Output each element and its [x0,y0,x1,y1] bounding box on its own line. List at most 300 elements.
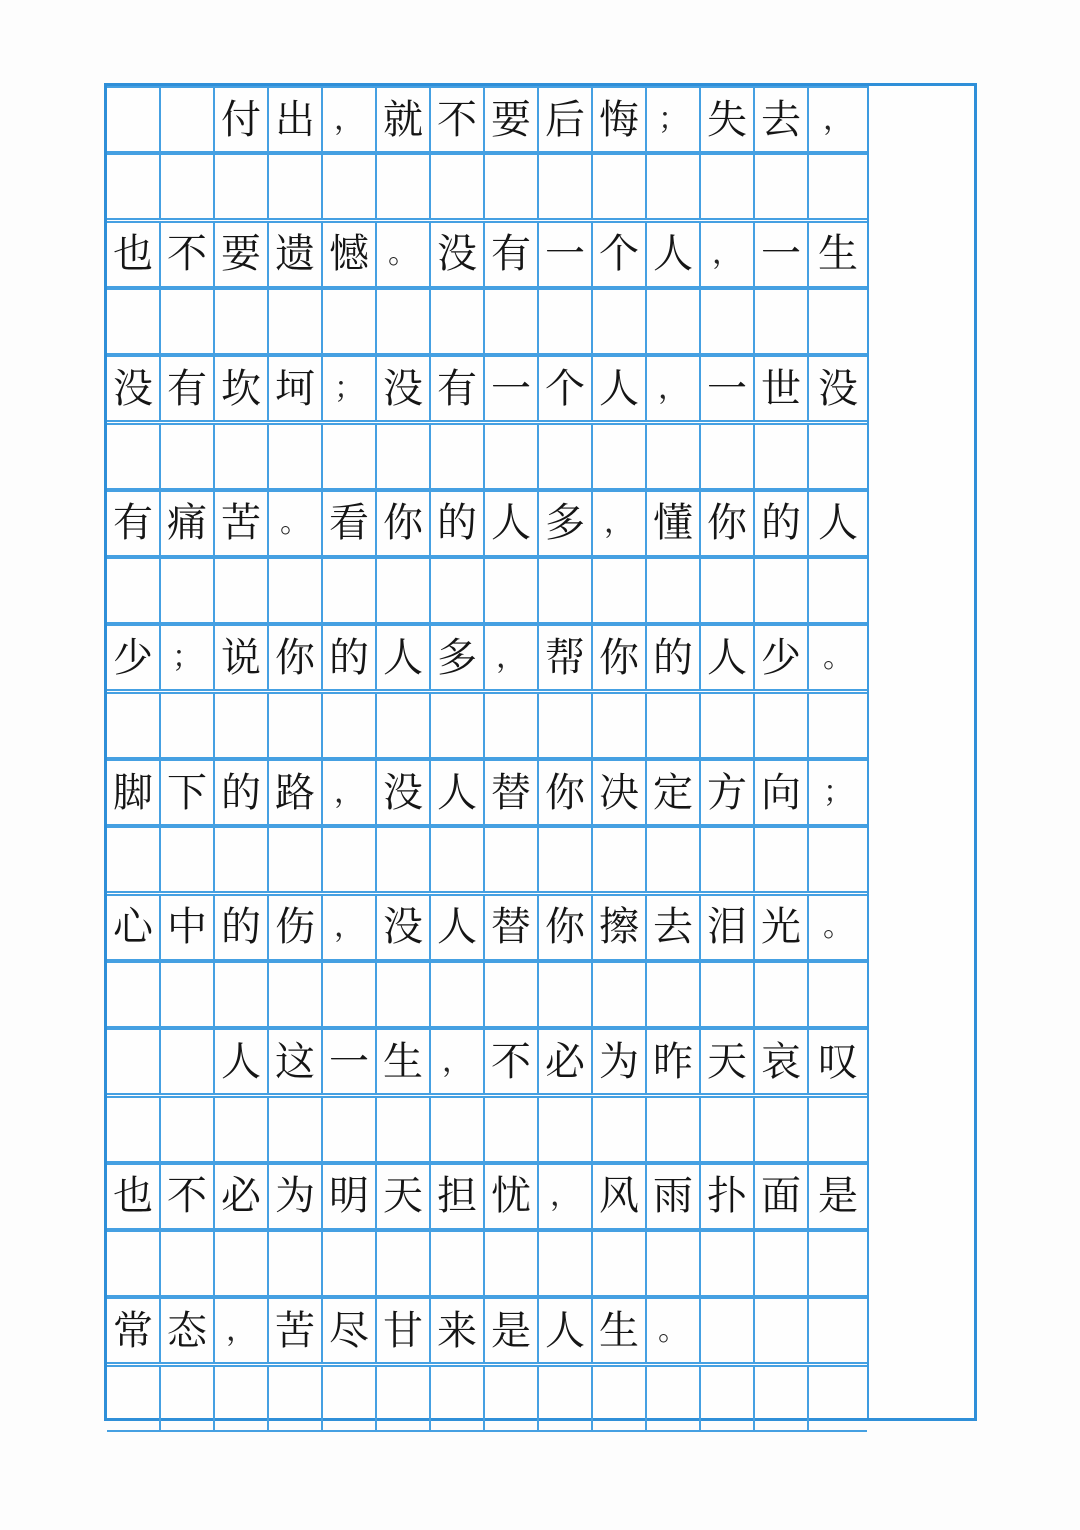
blank-cell [647,559,701,622]
blank-cell [377,963,431,1026]
blank-cell [269,694,323,757]
character-cell [701,1299,755,1362]
character-cell: 没 [377,357,431,420]
blank-cell [593,828,647,891]
character-cell: 忧 [485,1165,539,1228]
character-cell: 有 [161,357,215,420]
character-cell: 一 [485,357,539,420]
blank-cell [377,828,431,891]
character-cell: 明 [323,1165,377,1228]
character-cell: 泪 [701,896,755,959]
character-cell: 天 [377,1165,431,1228]
character-cell: ； [823,774,853,810]
blank-cell [269,425,323,488]
blank-cell [809,1232,867,1295]
character-cell: 不 [161,1165,215,1228]
blank-cell [647,1098,701,1161]
character-cell: 世 [755,357,809,420]
character-cell: 你 [269,626,323,689]
character-cell: 。 [823,639,853,675]
blank-cell [647,828,701,891]
character-cell [809,1299,867,1362]
character-cell: 的 [323,626,377,689]
blank-cell [701,425,755,488]
character-cell: 面 [755,1165,809,1228]
blank-cell [431,155,485,218]
blank-cell [377,425,431,488]
character-cell: 人 [485,492,539,555]
character-cell: 擦 [593,896,647,959]
blank-cell [215,694,269,757]
blank-cell [269,559,323,622]
text-row [107,1297,867,1364]
character-cell: 是 [485,1299,539,1362]
blank-cell [161,290,215,353]
character-cell: 一 [701,357,755,420]
character-cell: 下 [161,761,215,824]
character-cell: 悔 [593,88,647,151]
blank-cell [323,1232,377,1295]
blank-cell [215,963,269,1026]
character-cell: 人 [647,223,701,286]
blank-cell [701,155,755,218]
character-cell: 人 [539,1299,593,1362]
character-grid [107,86,867,1418]
character-cell: 定 [647,761,701,824]
character-cell [161,88,215,151]
blank-cell [755,290,809,353]
blank-practice-row [107,692,867,759]
blank-cell [161,155,215,218]
character-cell: 没 [377,896,431,959]
character-cell: 的 [431,492,485,555]
character-cell: 你 [539,896,593,959]
character-cell: 路 [269,761,323,824]
blank-cell [323,1098,377,1161]
blank-cell [377,290,431,353]
character-cell: ， [431,1030,485,1093]
blank-cell [377,1232,431,1295]
blank-cell [161,1232,215,1295]
blank-cell [431,1098,485,1161]
character-cell: ， [485,626,539,689]
blank-cell [701,963,755,1026]
blank-cell [539,963,593,1026]
character-cell: 态 [161,1299,215,1362]
character-cell: 不 [485,1030,539,1093]
character-cell: 没 [431,223,485,286]
blank-practice-row [107,1230,867,1297]
writing-paper [104,83,977,1421]
blank-cell [701,1098,755,1161]
blank-cell [107,155,161,218]
character-cell: ， [647,357,701,420]
blank-cell [809,1098,867,1161]
blank-cell [215,155,269,218]
character-cell: 必 [539,1030,593,1093]
blank-cell [323,290,377,353]
blank-cell [215,425,269,488]
character-cell: 不 [161,223,215,286]
blank-cell [809,1367,867,1430]
blank-cell [161,559,215,622]
character-cell: 人 [701,626,755,689]
blank-cell [323,559,377,622]
blank-cell [647,694,701,757]
blank-cell [215,1232,269,1295]
character-cell: 没 [107,357,161,420]
blank-cell [593,290,647,353]
character-cell: 人 [593,357,647,420]
blank-cell [431,425,485,488]
blank-cell [701,1232,755,1295]
blank-cell [215,828,269,891]
character-cell [107,88,161,151]
text-row [107,894,867,961]
blank-cell [107,290,161,353]
character-cell: 天 [701,1030,755,1093]
blank-cell [161,828,215,891]
blank-cell [269,155,323,218]
blank-cell [431,1232,485,1295]
character-cell: 多 [431,626,485,689]
blank-cell [809,559,867,622]
blank-cell [809,290,867,353]
blank-cell [107,425,161,488]
blank-cell [161,963,215,1026]
character-cell: ， [215,1299,269,1362]
blank-cell [107,828,161,891]
character-cell: 一 [539,223,593,286]
blank-cell [323,155,377,218]
blank-cell [755,155,809,218]
blank-cell [377,1367,431,1430]
blank-cell [161,1098,215,1161]
character-cell: ， [323,761,377,824]
blank-cell [647,1232,701,1295]
character-cell: 坎 [215,357,269,420]
character-cell: 的 [215,761,269,824]
character-cell: ； [647,88,701,151]
blank-cell [107,1232,161,1295]
blank-cell [647,963,701,1026]
character-cell: 苦 [215,492,269,555]
character-cell: 。 [647,1299,701,1362]
blank-cell [593,559,647,622]
blank-cell [269,963,323,1026]
blank-cell [539,155,593,218]
blank-practice-row [107,557,867,624]
blank-cell [269,828,323,891]
blank-cell [701,828,755,891]
text-row [107,86,867,153]
character-cell: 的 [647,626,701,689]
character-cell: 不 [431,88,485,151]
blank-cell [485,828,539,891]
blank-cell [593,425,647,488]
blank-cell [431,290,485,353]
blank-cell [755,963,809,1026]
character-cell: 替 [485,761,539,824]
character-cell: 懂 [647,492,701,555]
character-cell: 人 [215,1030,269,1093]
blank-cell [809,425,867,488]
character-cell [161,1030,215,1093]
blank-cell [755,425,809,488]
blank-cell [323,694,377,757]
blank-cell [107,1367,161,1430]
blank-cell [809,828,867,891]
blank-cell [593,694,647,757]
character-cell: ， [323,88,377,151]
blank-cell [755,1367,809,1430]
character-cell: 担 [431,1165,485,1228]
text-row [107,355,867,422]
right-margin-line [867,86,869,1418]
character-cell: 看 [323,492,377,555]
blank-cell [377,694,431,757]
blank-cell [431,963,485,1026]
character-cell: 没 [818,365,858,412]
character-cell: 常 [107,1299,161,1362]
blank-cell [485,1232,539,1295]
blank-cell [647,290,701,353]
text-row [107,759,867,826]
character-cell: 痛 [161,492,215,555]
character-cell: 方 [701,761,755,824]
character-cell [107,1030,161,1093]
blank-cell [269,1367,323,1430]
blank-cell [809,963,867,1026]
blank-cell [701,694,755,757]
character-cell: 人 [431,896,485,959]
blank-cell [107,963,161,1026]
text-row [107,221,867,288]
character-cell: 去 [647,896,701,959]
blank-cell [539,559,593,622]
character-cell: 为 [269,1165,323,1228]
character-cell: 坷 [269,357,323,420]
blank-cell [215,559,269,622]
blank-cell [593,155,647,218]
blank-cell [647,155,701,218]
blank-cell [755,559,809,622]
blank-cell [701,290,755,353]
blank-cell [161,425,215,488]
blank-cell [755,694,809,757]
blank-cell [485,559,539,622]
blank-cell [323,425,377,488]
character-cell: 生 [377,1030,431,1093]
blank-practice-row [107,961,867,1028]
character-cell: 中 [161,896,215,959]
blank-cell [107,559,161,622]
character-cell: 生 [818,231,858,278]
blank-cell [701,1367,755,1430]
character-cell: 来 [431,1299,485,1362]
blank-cell [539,694,593,757]
character-cell: 人 [818,500,858,547]
blank-cell [269,1098,323,1161]
character-cell: 多 [539,492,593,555]
blank-cell [269,290,323,353]
character-cell: 为 [593,1030,647,1093]
blank-cell [107,1098,161,1161]
text-row [107,1163,867,1230]
blank-cell [593,1232,647,1295]
blank-cell [485,1367,539,1430]
blank-cell [593,1367,647,1430]
blank-cell [539,1367,593,1430]
character-cell: 伤 [269,896,323,959]
character-cell: 就 [377,88,431,151]
character-cell: 也 [107,223,161,286]
character-cell: 必 [215,1165,269,1228]
character-cell: ； [323,357,377,420]
blank-practice-row [107,1096,867,1163]
character-cell: 哀 [755,1030,809,1093]
character-cell: 帮 [539,626,593,689]
character-cell: 你 [593,626,647,689]
character-cell: 失 [701,88,755,151]
character-cell: ， [593,492,647,555]
character-cell: 这 [269,1030,323,1093]
character-cell: 你 [539,761,593,824]
character-cell: 生 [593,1299,647,1362]
character-cell: ， [539,1165,593,1228]
blank-practice-row [107,826,867,893]
character-cell: 叹 [818,1038,858,1085]
blank-cell [431,828,485,891]
character-cell: 苦 [269,1299,323,1362]
blank-cell [377,155,431,218]
blank-cell [647,1367,701,1430]
character-cell: 人 [431,761,485,824]
character-cell: 雨 [647,1165,701,1228]
blank-cell [809,155,867,218]
character-cell: 后 [539,88,593,151]
blank-cell [377,559,431,622]
character-cell: 心 [107,896,161,959]
character-cell: 替 [485,896,539,959]
blank-cell [539,828,593,891]
character-cell: 扑 [701,1165,755,1228]
blank-cell [323,1367,377,1430]
blank-cell [485,155,539,218]
blank-cell [485,1098,539,1161]
character-cell: 要 [485,88,539,151]
blank-cell [107,694,161,757]
blank-cell [593,963,647,1026]
blank-cell [647,425,701,488]
blank-cell [161,694,215,757]
character-cell: 人 [377,626,431,689]
blank-practice-row [107,288,867,355]
blank-cell [323,828,377,891]
character-cell: 个 [539,357,593,420]
character-cell: 向 [755,761,809,824]
blank-cell [215,1367,269,1430]
character-cell: ， [323,896,377,959]
character-cell: 少 [107,626,161,689]
blank-cell [431,559,485,622]
character-cell: 有 [431,357,485,420]
character-cell: 付 [215,88,269,151]
text-row [107,624,867,691]
blank-cell [431,1367,485,1430]
character-cell: 尽 [323,1299,377,1362]
blank-practice-row [107,423,867,490]
character-cell: ， [823,101,853,137]
blank-cell [485,963,539,1026]
character-cell: 有 [485,223,539,286]
character-cell: 的 [755,492,809,555]
character-cell: 说 [215,626,269,689]
character-cell: 憾 [323,223,377,286]
character-cell: 。 [269,492,323,555]
blank-cell [215,1098,269,1161]
blank-cell [431,694,485,757]
character-cell: 你 [701,492,755,555]
character-cell: ， [701,223,755,286]
blank-cell [161,1367,215,1430]
text-row [107,1028,867,1095]
character-cell: 昨 [647,1030,701,1093]
blank-cell [755,1232,809,1295]
character-cell: 没 [377,761,431,824]
blank-cell [215,290,269,353]
character-cell: 。 [823,909,853,945]
blank-cell [755,828,809,891]
blank-cell [539,1098,593,1161]
blank-cell [539,1232,593,1295]
blank-cell [323,963,377,1026]
blank-cell [539,290,593,353]
character-cell: ； [161,626,215,689]
character-cell: 一 [755,223,809,286]
blank-cell [485,425,539,488]
blank-practice-row [107,1365,867,1432]
character-cell: 。 [377,223,431,286]
character-cell: 风 [593,1165,647,1228]
character-cell: 也 [107,1165,161,1228]
character-cell: 个 [593,223,647,286]
blank-cell [485,290,539,353]
character-cell: 去 [755,88,809,151]
character-cell: 遗 [269,223,323,286]
blank-cell [269,1232,323,1295]
character-cell: 出 [269,88,323,151]
blank-cell [539,425,593,488]
character-cell: 一 [323,1030,377,1093]
blank-cell [809,694,867,757]
character-cell [755,1299,809,1362]
character-cell: 的 [215,896,269,959]
character-cell: 要 [215,223,269,286]
character-cell: 你 [377,492,431,555]
character-cell: 甘 [377,1299,431,1362]
character-cell: 是 [818,1173,858,1220]
blank-cell [377,1098,431,1161]
character-cell: 决 [593,761,647,824]
blank-cell [701,559,755,622]
character-cell: 有 [107,492,161,555]
blank-cell [593,1098,647,1161]
blank-cell [485,694,539,757]
blank-practice-row [107,153,867,220]
character-cell: 光 [755,896,809,959]
character-cell: 脚 [107,761,161,824]
